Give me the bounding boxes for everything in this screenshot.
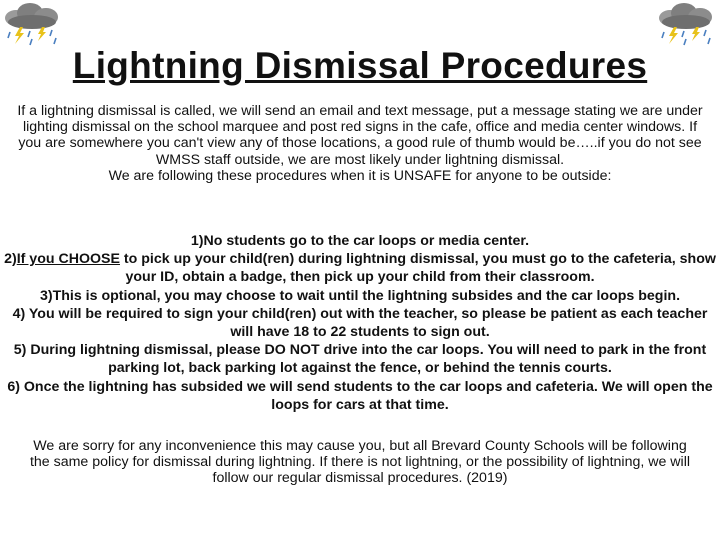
step-6: 6) Once the lightning has subsided we will send students to the car loops and cafeteria. We will open the loops for cars at that time. <box>7 378 713 413</box>
step-2-text: to pick up your child(ren) during lightning dismissal, you must go to the cafeteria, show your ID, obtain a badge, then pick up your child from their classroom. <box>119 251 716 286</box>
step-1: 1)No students go to the car loops or media center. <box>190 233 530 249</box>
intro-lead: We are following these procedures when it is UNSAFE for anyone to be outside: <box>108 167 612 184</box>
storm-cloud-icon <box>2 2 64 48</box>
step-2-emphasis: If you CHOOSE <box>16 251 120 268</box>
intro-section <box>12 103 708 184</box>
intro-paragraph: If a lightning dismissal is called, we will send an email and text message, put a message stating we are under lighting dismissal on the school marquee and post red signs in the cafe, office and media center windows. If you are somewhere you can't view any of those locations, a good rule of thumb would be…..if you do not see WMSS staff outside, we are most likely under lightning dismissal. <box>17 103 703 168</box>
step-3: 3)This is optional, you may choose to wait until the lightning subsides and the car loops begin. <box>39 287 681 304</box>
closing-section <box>22 438 698 487</box>
page-title: Lightning Dismissal Procedures <box>72 45 648 86</box>
step-5: 5) During lightning dismissal, please DO NOT drive into the car loops. You will need to park in the front parking lot, back parking lot against the fence, or behind the tennis courts. <box>13 342 707 377</box>
storm-cloud-icon <box>656 2 718 48</box>
step-2 <box>2 250 718 286</box>
step-2-prefix: 2) <box>4 251 17 268</box>
closing-paragraph: We are sorry for any inconvenience this may cause you, but all Brevard County Schools will be following the same policy for dismissal during lightning. If there is not lightning, or the possibility of lightning, we will follow our regular dismissal procedures. (2019) <box>29 438 691 487</box>
step-4: 4) You will be required to sign your child(ren) out with the teacher, so please be patient as each teacher will have 18 to 22 students to sign out. <box>12 305 708 341</box>
procedure-steps <box>2 232 718 414</box>
